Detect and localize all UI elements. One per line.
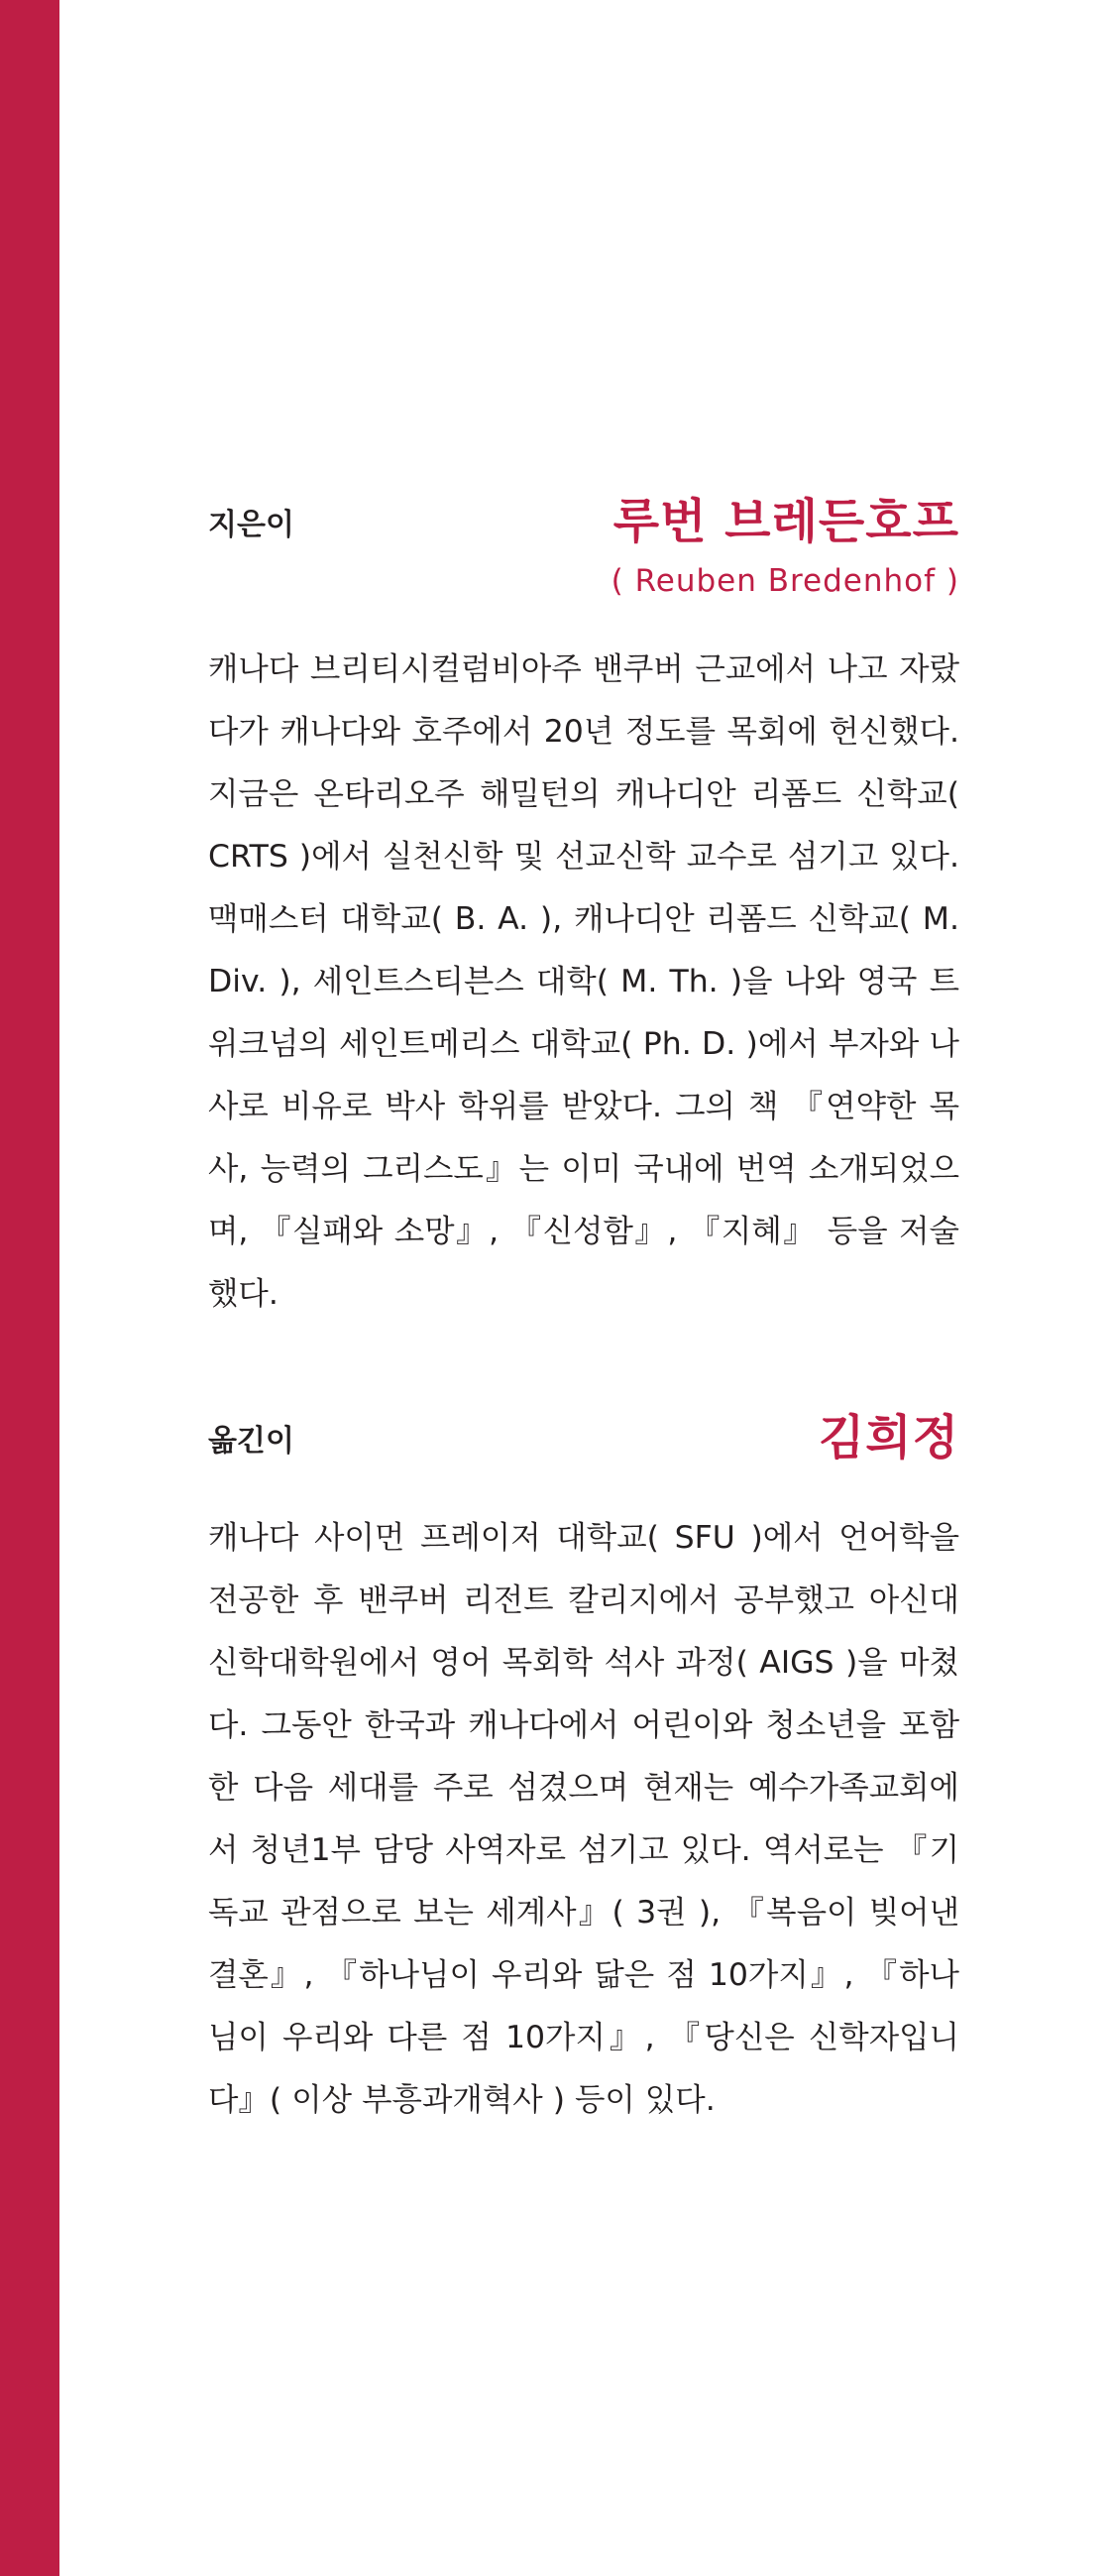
translator-name: 김희정	[818, 1410, 959, 1465]
translator-bio: 캐나다 사이먼 프레이저 대학교( SFU )에서 언어학을 전공한 후 밴쿠버 리전트 칼리지에서 공부했고 아신대 신학대학원에서 영어 목회학 석사 과정( AIGS )을 마쳤다. 그동안 한국과 캐나다에서 어린이와 청소년을 포함한 다음 세대를 주로 섬겼으며 현재는 예수가족교회에서 청년1부 담당 사역자로 섬기고 있다. 역서로는 『기독교 관점으로 보는 세계사』( 3권 ), 『복음이 빚어낸 결혼』, 『하나님이 우리와 닮은 점 10가지』, 『하나님이 우리와 다른 점 10가지』, 『당신은 신학자입니다』( 이상 부흥과개혁사 ) 등이 있다.	[208, 1520, 959, 2118]
author-section	[208, 482, 959, 1326]
translator-role-label: 옮긴이	[208, 1424, 294, 1459]
author-bio: 캐나다 브리티시컬럼비아주 밴쿠버 근교에서 나고 자랐다가 캐나다와 호주에서 20년 정도를 목회에 헌신했다. 지금은 온타리오주 해밀턴의 캐나디안 리폼드 신학교( CRTS )에서 실천신학 및 선교신학 교수로 섬기고 있다. 맥매스터 대학교( B. A. ), 캐나디안 리폼드 신학교( M. Div. ), 세인트스티븐스 대학( M. Th. )을 나와 영국 트위크넘의 세인트메리스 대학교( Ph. D. )에서 부자와 나사로 비유로 박사 학위를 받았다. 그의 책 『연약한 목사, 능력의 그리스도』는 이미 국내에 번역 소개되었으며, 『실패와 소망』, 『신성함』, 『지혜』 등을 저술했다.	[208, 651, 959, 1312]
author-role-label: 지은이	[208, 508, 294, 542]
side-accent-bar	[0, 0, 59, 2576]
translator-header	[208, 1398, 959, 1467]
author-name: 루번 브레든호프	[612, 494, 959, 549]
translator-section	[208, 1398, 959, 2132]
author-header	[208, 482, 959, 551]
author-original-name: ( Reuben Bredenhof )	[611, 563, 959, 599]
